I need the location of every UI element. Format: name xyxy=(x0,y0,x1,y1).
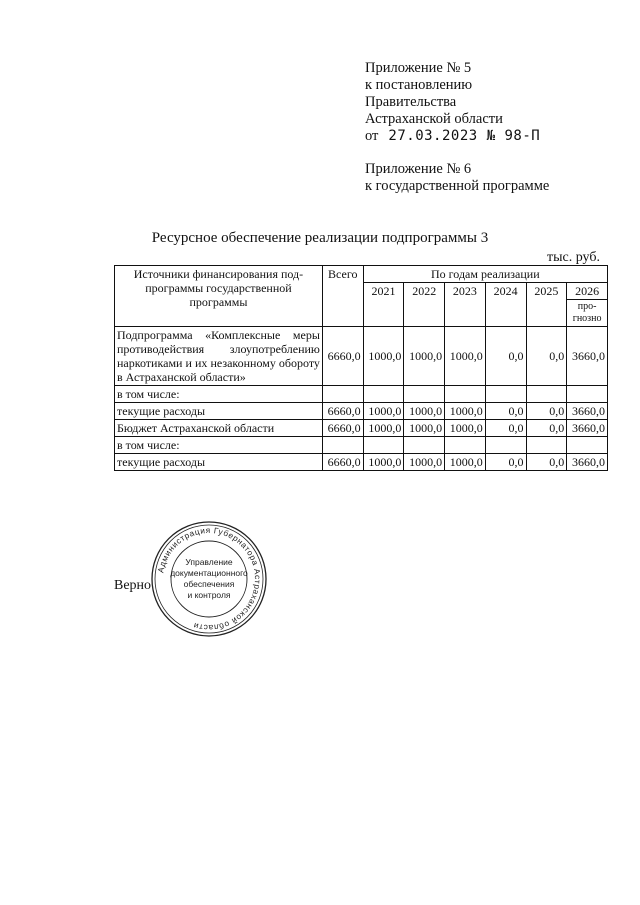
row-value: 0,0 xyxy=(485,403,526,420)
row-value: 1000,0 xyxy=(363,403,404,420)
table-header-row xyxy=(115,266,608,283)
row-value: 3660,0 xyxy=(567,454,608,471)
table-row xyxy=(115,454,608,471)
stamp-line: Управление xyxy=(185,557,233,567)
row-total: 6660,0 xyxy=(322,454,363,471)
row-value: 0,0 xyxy=(485,420,526,437)
decree-date-number: 27.03.2023 № 98-П xyxy=(388,128,541,144)
row-value: 1000,0 xyxy=(363,420,404,437)
stamp-ring-text: Администрация Губернатора Астраханской области xyxy=(156,525,263,633)
row-section-label: в том числе: xyxy=(115,386,323,403)
row-section-label: в том числе: xyxy=(115,437,323,454)
row-value: 1000,0 xyxy=(404,327,445,386)
verno-label: Верно xyxy=(114,578,152,593)
row-label: Бюджет Астраханской области xyxy=(115,420,323,437)
header-year: 2023 xyxy=(445,283,486,327)
row-value: 3660,0 xyxy=(567,403,608,420)
row-total: 6660,0 xyxy=(322,327,363,386)
row-value: 1000,0 xyxy=(404,454,445,471)
annex-header xyxy=(365,60,549,195)
header-total: Всего xyxy=(322,266,363,327)
row-value: 0,0 xyxy=(526,420,567,437)
row-label: текущие расходы xyxy=(115,403,323,420)
annex6-line1: Приложение № 6 xyxy=(365,161,472,177)
row-value: 1000,0 xyxy=(445,327,486,386)
units-label: тыс. руб. xyxy=(547,250,600,265)
stamp-center-text xyxy=(150,520,268,638)
row-value: 1000,0 xyxy=(404,420,445,437)
row-value: 0,0 xyxy=(485,327,526,386)
header-year: 2026 xyxy=(567,283,608,300)
row-value: 1000,0 xyxy=(404,403,445,420)
document-title: Ресурсное обеспечение реализации подпрограммы 3 xyxy=(151,230,489,246)
header-forecast: про-гнозно xyxy=(567,300,608,327)
row-total: 6660,0 xyxy=(322,420,363,437)
annex5-line2: к постановлению xyxy=(365,77,473,93)
header-year: 2025 xyxy=(526,283,567,327)
row-value: 0,0 xyxy=(485,454,526,471)
row-value: 0,0 xyxy=(526,403,567,420)
row-label: Подпрограмма «Комплексные меры противодействия злоупотреблению наркотиками и их незаконному обороту в Астраханской области» xyxy=(115,327,323,386)
decree-date-line xyxy=(365,128,549,145)
annex6-line2: к государственной программе xyxy=(365,178,550,194)
row-value: 3660,0 xyxy=(567,420,608,437)
stamp-line: обеспечения xyxy=(183,579,235,589)
table-row xyxy=(115,437,608,454)
row-value: 1000,0 xyxy=(445,420,486,437)
table-row xyxy=(115,386,608,403)
header-year: 2024 xyxy=(485,283,526,327)
row-label: текущие расходы xyxy=(115,454,323,471)
row-value: 1000,0 xyxy=(363,327,404,386)
header-years-group: По годам реализации xyxy=(363,266,607,283)
row-value: 1000,0 xyxy=(363,454,404,471)
row-value: 3660,0 xyxy=(567,327,608,386)
row-value: 0,0 xyxy=(526,454,567,471)
stamp-line: и контроля xyxy=(187,590,231,600)
decree-prefix: от xyxy=(365,128,379,144)
table-row xyxy=(115,403,608,420)
header-source: Источники финансирования под-программы государственной программы xyxy=(115,266,323,327)
annex5-line4: Астраханской области xyxy=(365,111,503,127)
annex5-line3: Правительства xyxy=(365,94,457,110)
resource-table xyxy=(114,265,608,471)
row-value: 1000,0 xyxy=(445,454,486,471)
stamp-line: документационного xyxy=(170,568,248,578)
row-value: 0,0 xyxy=(526,327,567,386)
annex5-line1: Приложение № 5 xyxy=(365,60,472,76)
header-year: 2022 xyxy=(404,283,445,327)
header-year: 2021 xyxy=(363,283,404,327)
row-total: 6660,0 xyxy=(322,403,363,420)
row-value: 1000,0 xyxy=(445,403,486,420)
table-row xyxy=(115,420,608,437)
official-stamp xyxy=(150,520,268,638)
table-row xyxy=(115,327,608,386)
